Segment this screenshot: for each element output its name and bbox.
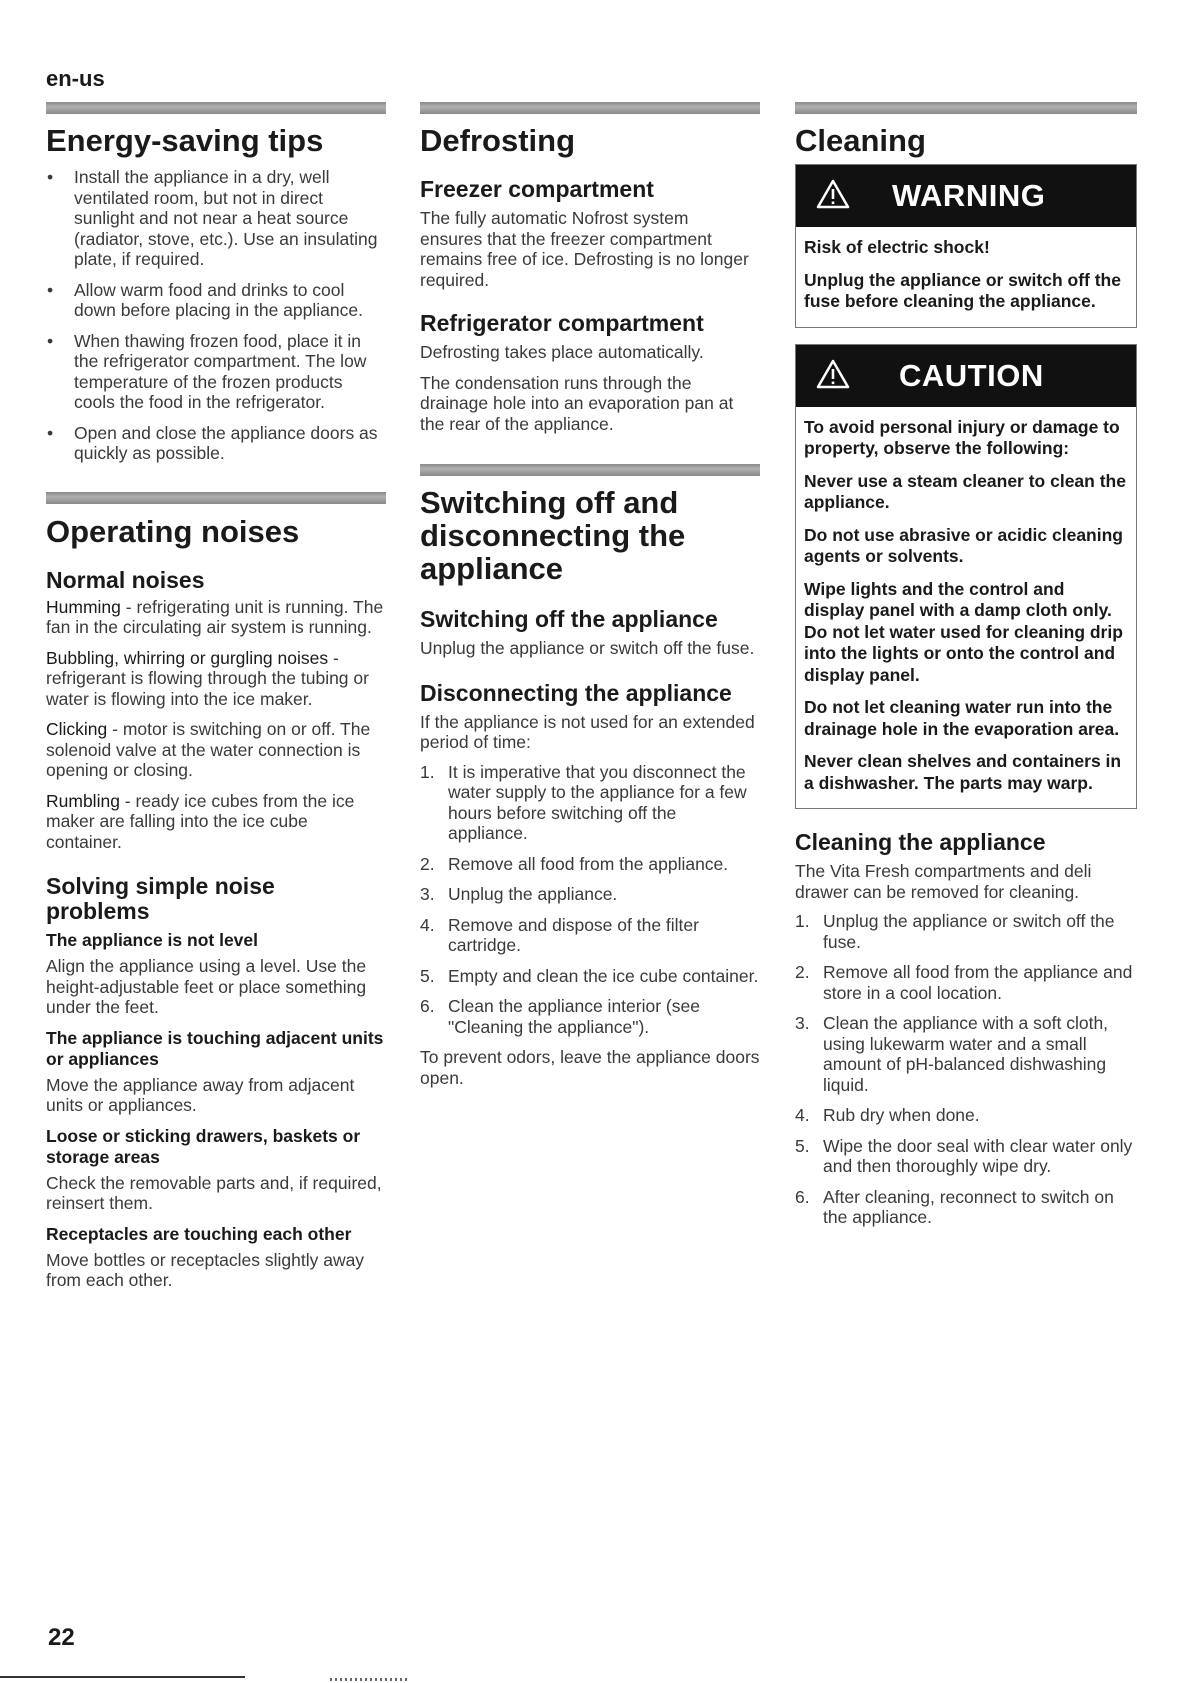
cleaning-appliance-intro: The Vita Fresh compartments and deli drawer can be removed for cleaning.	[795, 861, 1092, 902]
noise-paragraph	[46, 791, 386, 853]
list-item	[795, 1105, 1137, 1126]
cleaning-title: Cleaning	[795, 123, 926, 158]
list-item	[795, 1136, 1137, 1177]
noise-term: Humming	[46, 596, 121, 617]
noise-term: Clicking	[46, 719, 108, 739]
noise-paragraph	[46, 597, 386, 638]
problem-text: Check the removable parts and, if required, reinsert them.	[46, 1172, 382, 1213]
problem-text: Move bottles or receptacles slightly away from each other.	[46, 1249, 365, 1290]
solving-noise-heading: Solving simple noise problems	[46, 873, 275, 924]
column-energy-noises	[46, 102, 386, 1291]
step-text: After cleaning, reconnect to switch on the appliance.	[823, 1186, 1114, 1227]
warning-line: Risk of electric shock!	[804, 237, 990, 257]
list-item	[795, 1013, 1137, 1095]
problem-title: The appliance is not level	[46, 930, 259, 950]
language-code: en-us	[46, 66, 105, 91]
list-item: • Allow warm food and drinks to cool down before placing in the appliance.	[46, 280, 386, 321]
list-item: • Install the appliance in a dry, well ventilated room, but not in direct sunlight and not near a heat source (radiator, stove, etc.). Use an insulating plate, if required.	[46, 167, 386, 270]
refrigerator-heading: Refrigerator compartment	[420, 310, 704, 336]
warning-body	[796, 227, 1136, 327]
step-number: 2.	[795, 962, 810, 982]
list-item	[420, 966, 760, 987]
problem-title: Receptacles are touching each other	[46, 1223, 352, 1244]
caution-line: Do not let cleaning water run into the drainage hole in the evaporation area.	[804, 697, 1120, 739]
step-text: Wipe the door seal with clear water only and then thoroughly wipe dry.	[823, 1135, 1133, 1176]
scan-specks	[330, 1678, 410, 1681]
problem-text: Align the appliance using a level. Use the height-adjustable feet or place something under the feet.	[46, 956, 367, 1017]
switching-off-title: Switching off and disconnecting the appliance	[420, 485, 686, 586]
noise-paragraph	[46, 719, 386, 781]
list-item: • Open and close the appliance doors as quickly as possible.	[46, 423, 386, 464]
switching-off-heading: Switching off the appliance	[420, 606, 718, 632]
noise-term: Rumbling	[46, 790, 120, 811]
step-number: 2.	[420, 853, 435, 874]
disconnecting-intro: If the appliance is not used for an extended period of time:	[420, 711, 755, 752]
noise-paragraph	[46, 648, 386, 710]
step-text: Remove all food from the appliance.	[448, 853, 729, 874]
section-rule	[795, 102, 1137, 114]
list-item	[795, 962, 1137, 1003]
column-defrosting	[420, 102, 760, 1088]
freezer-text: The fully automatic Nofrost system ensures that the freezer compartment remains free of ice. Defrosting is no longer required.	[420, 208, 749, 290]
page-number: 22	[48, 1624, 75, 1651]
noise-description: - refrigerating unit is running. The fan in the circulating air system is running.	[46, 596, 384, 637]
step-number: 5.	[795, 1135, 810, 1156]
list-item	[795, 911, 1137, 952]
step-number: 5.	[420, 965, 435, 986]
step-text: Clean the appliance with a soft cloth, using lukewarm water and a small amount of pH-balanced dishwashing liquid.	[823, 1013, 1109, 1095]
freezer-heading: Freezer compartment	[420, 176, 654, 202]
section-rule	[420, 102, 760, 114]
problem-title: The appliance is touching adjacent units or appliances	[46, 1027, 384, 1069]
caution-line: Wipe lights and the control and display panel with a damp cloth only. Do not let water used for cleaning drip into the lights or onto the control and display panel.	[804, 578, 1123, 685]
noise-term: Bubbling, whirring or gurgling noises	[46, 647, 329, 668]
caution-line: Never clean shelves and containers in a dishwasher. The parts may warp.	[804, 751, 1122, 793]
warning-label: WARNING	[892, 178, 1046, 213]
section-rule	[46, 492, 386, 504]
step-number: 4.	[795, 1105, 810, 1125]
cleaning-appliance-heading: Cleaning the appliance	[795, 829, 1046, 855]
footer-rule	[0, 1676, 245, 1678]
switching-off-text: Unplug the appliance or switch off the fuse.	[420, 638, 755, 658]
step-number: 1.	[795, 911, 810, 931]
normal-noises-heading: Normal noises	[46, 566, 205, 593]
warning-line: Unplug the appliance or switch off the fuse before cleaning the appliance.	[804, 269, 1121, 311]
step-text: Rub dry when done.	[823, 1105, 980, 1125]
caution-label: CAUTION	[899, 357, 1044, 393]
step-number: 3.	[420, 884, 435, 904]
list-item	[420, 762, 760, 844]
section-rule	[420, 464, 760, 476]
list-item	[420, 854, 760, 875]
warning-box	[795, 164, 1137, 328]
caution-line: To avoid personal injury or damage to property, observe the following:	[804, 416, 1120, 458]
list-item	[420, 884, 760, 905]
operating-noises-title: Operating noises	[46, 513, 300, 549]
caution-header	[796, 345, 1136, 407]
step-text: Empty and clean the ice cube container.	[448, 965, 759, 986]
step-number: 6.	[795, 1186, 810, 1207]
disconnect-outro: To prevent odors, leave the appliance doors open.	[420, 1047, 760, 1088]
disconnecting-heading: Disconnecting the appliance	[420, 679, 732, 706]
cleaning-steps	[795, 911, 1137, 1228]
energy-tips-list	[46, 167, 386, 464]
caution-line: Never use a steam cleaner to clean the appliance.	[804, 470, 1126, 512]
caution-line: Do not use abrasive or acidic cleaning agents or solvents.	[804, 524, 1123, 566]
step-number: 1.	[420, 761, 435, 782]
column-cleaning	[795, 102, 1137, 1238]
energy-saving-title: Energy-saving tips	[46, 123, 324, 158]
step-text: Unplug the appliance or switch off the fuse.	[823, 911, 1115, 952]
step-number: 6.	[420, 996, 435, 1016]
list-item	[795, 1187, 1137, 1228]
list-item	[420, 996, 760, 1037]
step-text: Unplug the appliance.	[448, 884, 618, 904]
noise-description: - refrigerant is flowing through the tubing or water is flowing into the ice maker.	[46, 647, 369, 709]
refrigerator-text: The condensation runs through the drainage hole into an evaporation pan at the rear of the appliance.	[420, 372, 734, 434]
step-text: It is imperative that you disconnect the water supply to the appliance for a few hours before switching off the appliance.	[448, 761, 747, 843]
noise-description: - motor is switching on or off. The solenoid valve at the water connection is opening or closing.	[46, 719, 371, 780]
refrigerator-text: Defrosting takes place automatically.	[420, 342, 704, 362]
list-item	[420, 915, 760, 956]
problem-title: Loose or sticking drawers, baskets or storage areas	[46, 1125, 361, 1167]
step-text: Remove and dispose of the filter cartridge.	[448, 914, 699, 955]
caution-body	[796, 407, 1136, 809]
warning-header	[796, 165, 1136, 227]
warning-triangle-icon	[816, 359, 850, 389]
problem-text: Move the appliance away from adjacent units or appliances.	[46, 1074, 355, 1115]
noise-description: - ready ice cubes from the ice maker are falling into the ice cube container.	[46, 790, 355, 852]
step-number: 4.	[420, 914, 435, 935]
step-number: 3.	[795, 1013, 810, 1033]
defrosting-title: Defrosting	[420, 123, 575, 158]
list-item: • When thawing frozen food, place it in the refrigerator compartment. The low temperature of the frozen products cools the food in the refrigerator.	[46, 331, 386, 413]
step-text: Clean the appliance interior (see "Cleaning the appliance").	[448, 996, 700, 1037]
warning-triangle-icon	[816, 179, 850, 209]
step-text: Remove all food from the appliance and store in a cool location.	[823, 962, 1133, 1003]
disconnect-steps	[420, 762, 760, 1038]
section-rule	[46, 102, 386, 114]
caution-box	[795, 344, 1137, 810]
